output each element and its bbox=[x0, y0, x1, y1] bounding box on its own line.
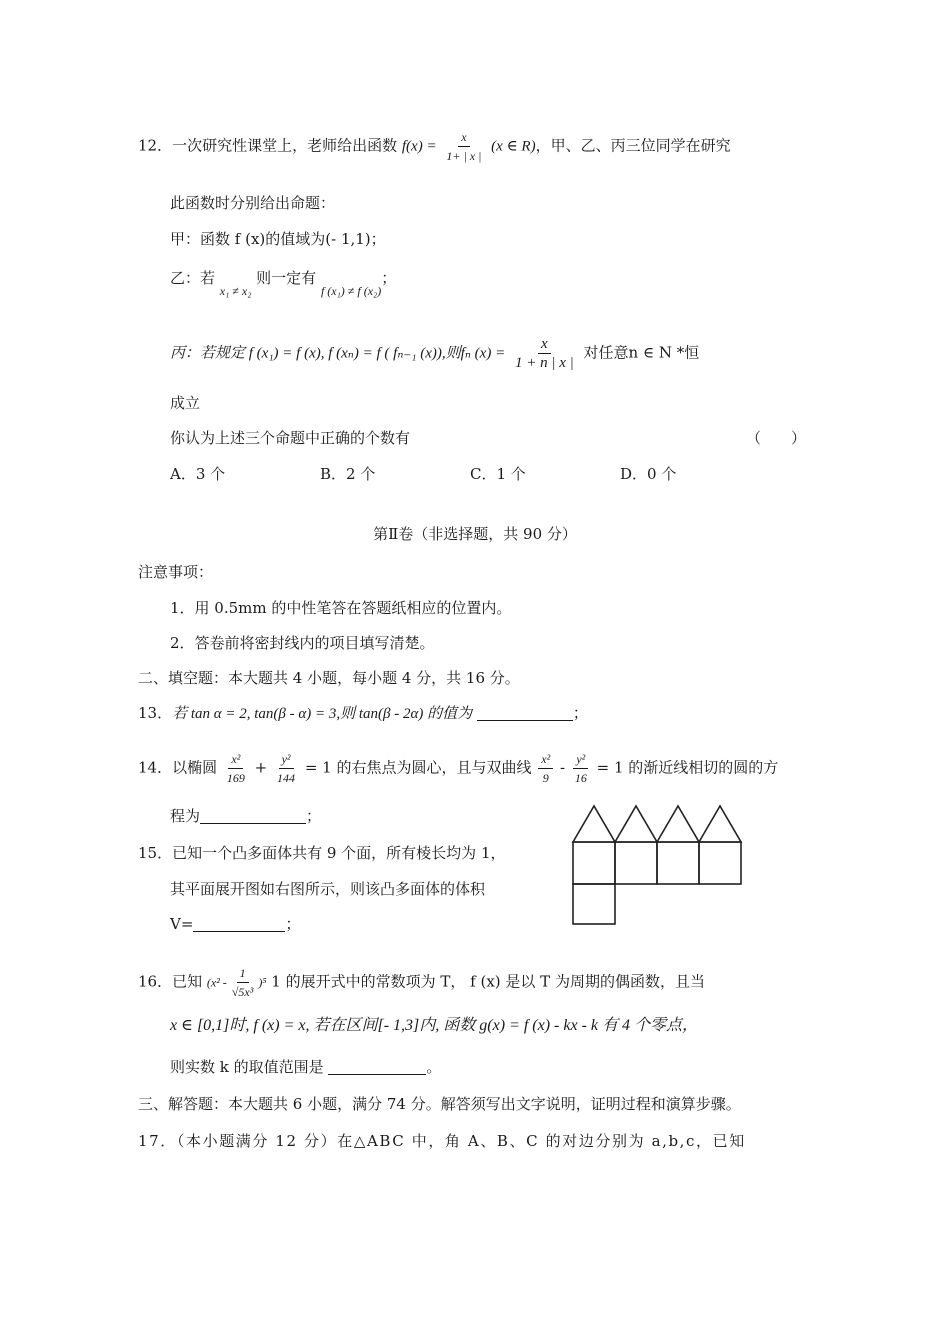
q13-end: ； bbox=[572, 704, 588, 722]
fraction-numerator: x² bbox=[538, 750, 553, 769]
bing-line2: 成立 bbox=[170, 394, 201, 412]
question-number: 15． bbox=[138, 844, 173, 862]
volume-label: V= bbox=[170, 915, 194, 933]
question-number: 12． bbox=[138, 136, 173, 155]
answer-blank[interactable] bbox=[200, 807, 306, 824]
proposition-bing bbox=[170, 335, 699, 372]
question-number: 14． bbox=[138, 758, 173, 777]
net-triangle-1 bbox=[573, 806, 615, 842]
net-triangle-3 bbox=[657, 806, 699, 842]
option-a: A．3 个 bbox=[170, 465, 226, 483]
net-square-5 bbox=[573, 884, 615, 924]
yi-prefix: 乙：若 bbox=[170, 269, 216, 287]
bing-definition: 丙：若规定 f (x₁) = f (x), f (xₙ) = f ( fₙ₋₁ (x)),则fₙ (x) = bbox=[170, 345, 506, 362]
notice-item-2: 2．答卷前将密封线内的项目填写清楚。 bbox=[170, 634, 435, 652]
net-square-1 bbox=[573, 842, 615, 884]
net-square-3 bbox=[657, 842, 699, 884]
q12-line2: 此函数时分别给出命题： bbox=[170, 194, 336, 212]
binomial-open: (x² - bbox=[206, 975, 227, 990]
fraction-numerator: y² bbox=[279, 750, 294, 769]
notice-heading: 注意事项： bbox=[138, 563, 214, 581]
q15-end: ； bbox=[285, 915, 301, 933]
q13-line bbox=[138, 703, 588, 724]
q14-prefix: 程为 bbox=[170, 807, 201, 825]
q12-ask: 你认为上述三个命题中正确的个数有 bbox=[170, 429, 411, 447]
ellipse-term-x bbox=[224, 750, 248, 787]
binomial-fraction bbox=[229, 964, 257, 1001]
net-triangle-4 bbox=[699, 806, 741, 842]
function-label: f(x) = bbox=[401, 138, 437, 155]
answer-parentheses: （ ） bbox=[746, 429, 807, 447]
yi-condition: x₁ ≠ x₂ bbox=[219, 284, 252, 298]
fraction-numerator: y² bbox=[573, 750, 588, 769]
notice-item-1: 1．用 0.5mm 的中性笔答在答题纸相应的位置内。 bbox=[170, 599, 512, 617]
bing-claim: 对任意n ∈ N *恒 bbox=[583, 343, 700, 362]
yi-conclusion: f (x₁) ≠ f (x₂) bbox=[320, 284, 382, 298]
net-square-2 bbox=[615, 842, 657, 884]
fraction-denominator: 1+ | x | bbox=[446, 149, 482, 163]
option-b: B．2 个 bbox=[320, 465, 376, 483]
q15-line3 bbox=[170, 914, 300, 934]
q14-line1 bbox=[138, 750, 778, 787]
q12-tail: ，甲、乙、丙三位同学在研究 bbox=[535, 136, 731, 155]
answer-blank[interactable] bbox=[328, 1058, 426, 1075]
section2-heading: 二、填空题：本大题共 4 小题，每小题 4 分，共 16 分。 bbox=[138, 669, 520, 687]
bing-numerator: x bbox=[538, 335, 551, 354]
q17-text: （本小题满分 12 分）在△ABC 中，角 A、B、C 的对边分别为 a,b,c，已知 bbox=[176, 1132, 746, 1150]
polyhedron-net-figure bbox=[565, 800, 745, 930]
fraction-numerator: x bbox=[458, 128, 469, 147]
yi-end: ； bbox=[381, 269, 397, 287]
q16-line2: x ∈ [0,1]时, f (x) = x, 若在区间[- 1,3]内, 函数 g(x) = f (x) - kx - k 有 4 个零点， bbox=[170, 1017, 699, 1034]
section3-heading: 三、解答题：本大题共 6 小题，满分 74 分。解答须写出文字说明，证明过程和演算步骤。 bbox=[138, 1095, 741, 1113]
q13-text: 若 tan α = 2, tan(β - α) = 3,则 tan(β - 2α) 的值为 bbox=[172, 706, 473, 722]
q15-line1 bbox=[138, 843, 506, 863]
option-d: D．0 个 bbox=[620, 465, 677, 483]
answer-blank[interactable] bbox=[193, 915, 285, 932]
q16-prefix: 则实数 k 的取值范围是 bbox=[170, 1058, 324, 1076]
plus-sign: + bbox=[254, 758, 268, 777]
q12-intro: 一次研究性课堂上，老师给出函数 bbox=[172, 136, 398, 155]
fraction-denominator: √5x³ bbox=[231, 985, 254, 999]
fraction-denominator: 169 bbox=[226, 771, 245, 785]
q15-text: 已知一个凸多面体共有 9 个面，所有棱长均为 1， bbox=[172, 844, 506, 862]
q14-middle: = 1 的右焦点为圆心，且与双曲线 bbox=[304, 758, 532, 777]
answer-blank[interactable] bbox=[477, 704, 573, 721]
hyperbola-term-y bbox=[572, 750, 590, 787]
fraction-numerator: x² bbox=[228, 750, 243, 769]
q16-line1 bbox=[138, 964, 705, 1001]
part2-title: 第Ⅱ卷（非选择题，共 90 分） bbox=[373, 525, 577, 543]
question-number: 13． bbox=[138, 704, 173, 722]
q16-line3 bbox=[170, 1057, 441, 1077]
bing-denominator: 1 + n | x | bbox=[514, 355, 574, 371]
net-square-4 bbox=[699, 842, 741, 884]
q16-constant: 1 的展开式中的常数项为 T， bbox=[271, 972, 466, 991]
q12-line1 bbox=[138, 128, 731, 165]
fraction-denominator: 9 bbox=[542, 771, 549, 785]
function-fraction bbox=[443, 128, 484, 165]
fraction-denominator: 16 bbox=[574, 771, 587, 785]
q14-intro: 以椭圆 bbox=[172, 758, 218, 777]
binomial-close: )⁵ bbox=[258, 975, 267, 990]
ellipse-term-y bbox=[274, 750, 298, 787]
q17-line1 bbox=[138, 1131, 746, 1151]
option-c: C．1 个 bbox=[470, 465, 526, 483]
bing-fraction bbox=[512, 335, 577, 372]
q14-line2 bbox=[170, 806, 321, 826]
hyperbola-term-x bbox=[538, 750, 553, 787]
fraction-denominator: 144 bbox=[277, 771, 296, 785]
q16-intro: 已知 bbox=[172, 972, 203, 991]
net-triangle-2 bbox=[615, 806, 657, 842]
yi-middle: 则一定有 bbox=[256, 269, 317, 287]
q16-end: 。 bbox=[426, 1058, 442, 1076]
q14-end: ； bbox=[306, 807, 322, 825]
function-domain: (x ∈ R) bbox=[491, 138, 536, 155]
proposition-jia: 甲：函数 f (x)的值域为(- 1,1)； bbox=[170, 230, 386, 248]
q14-tail: = 1 的渐近线相切的圆的方 bbox=[596, 758, 779, 777]
question-number: 17． bbox=[138, 1132, 177, 1150]
q16-periodic: f (x) 是以 T 为周期的偶函数，且当 bbox=[470, 972, 705, 991]
minus-sign: - bbox=[559, 758, 566, 777]
q15-line2: 其平面展开图如右图所示，则该凸多面体的体积 bbox=[170, 880, 486, 898]
question-number: 16． bbox=[138, 972, 173, 991]
fraction-numerator: 1 bbox=[237, 964, 249, 983]
